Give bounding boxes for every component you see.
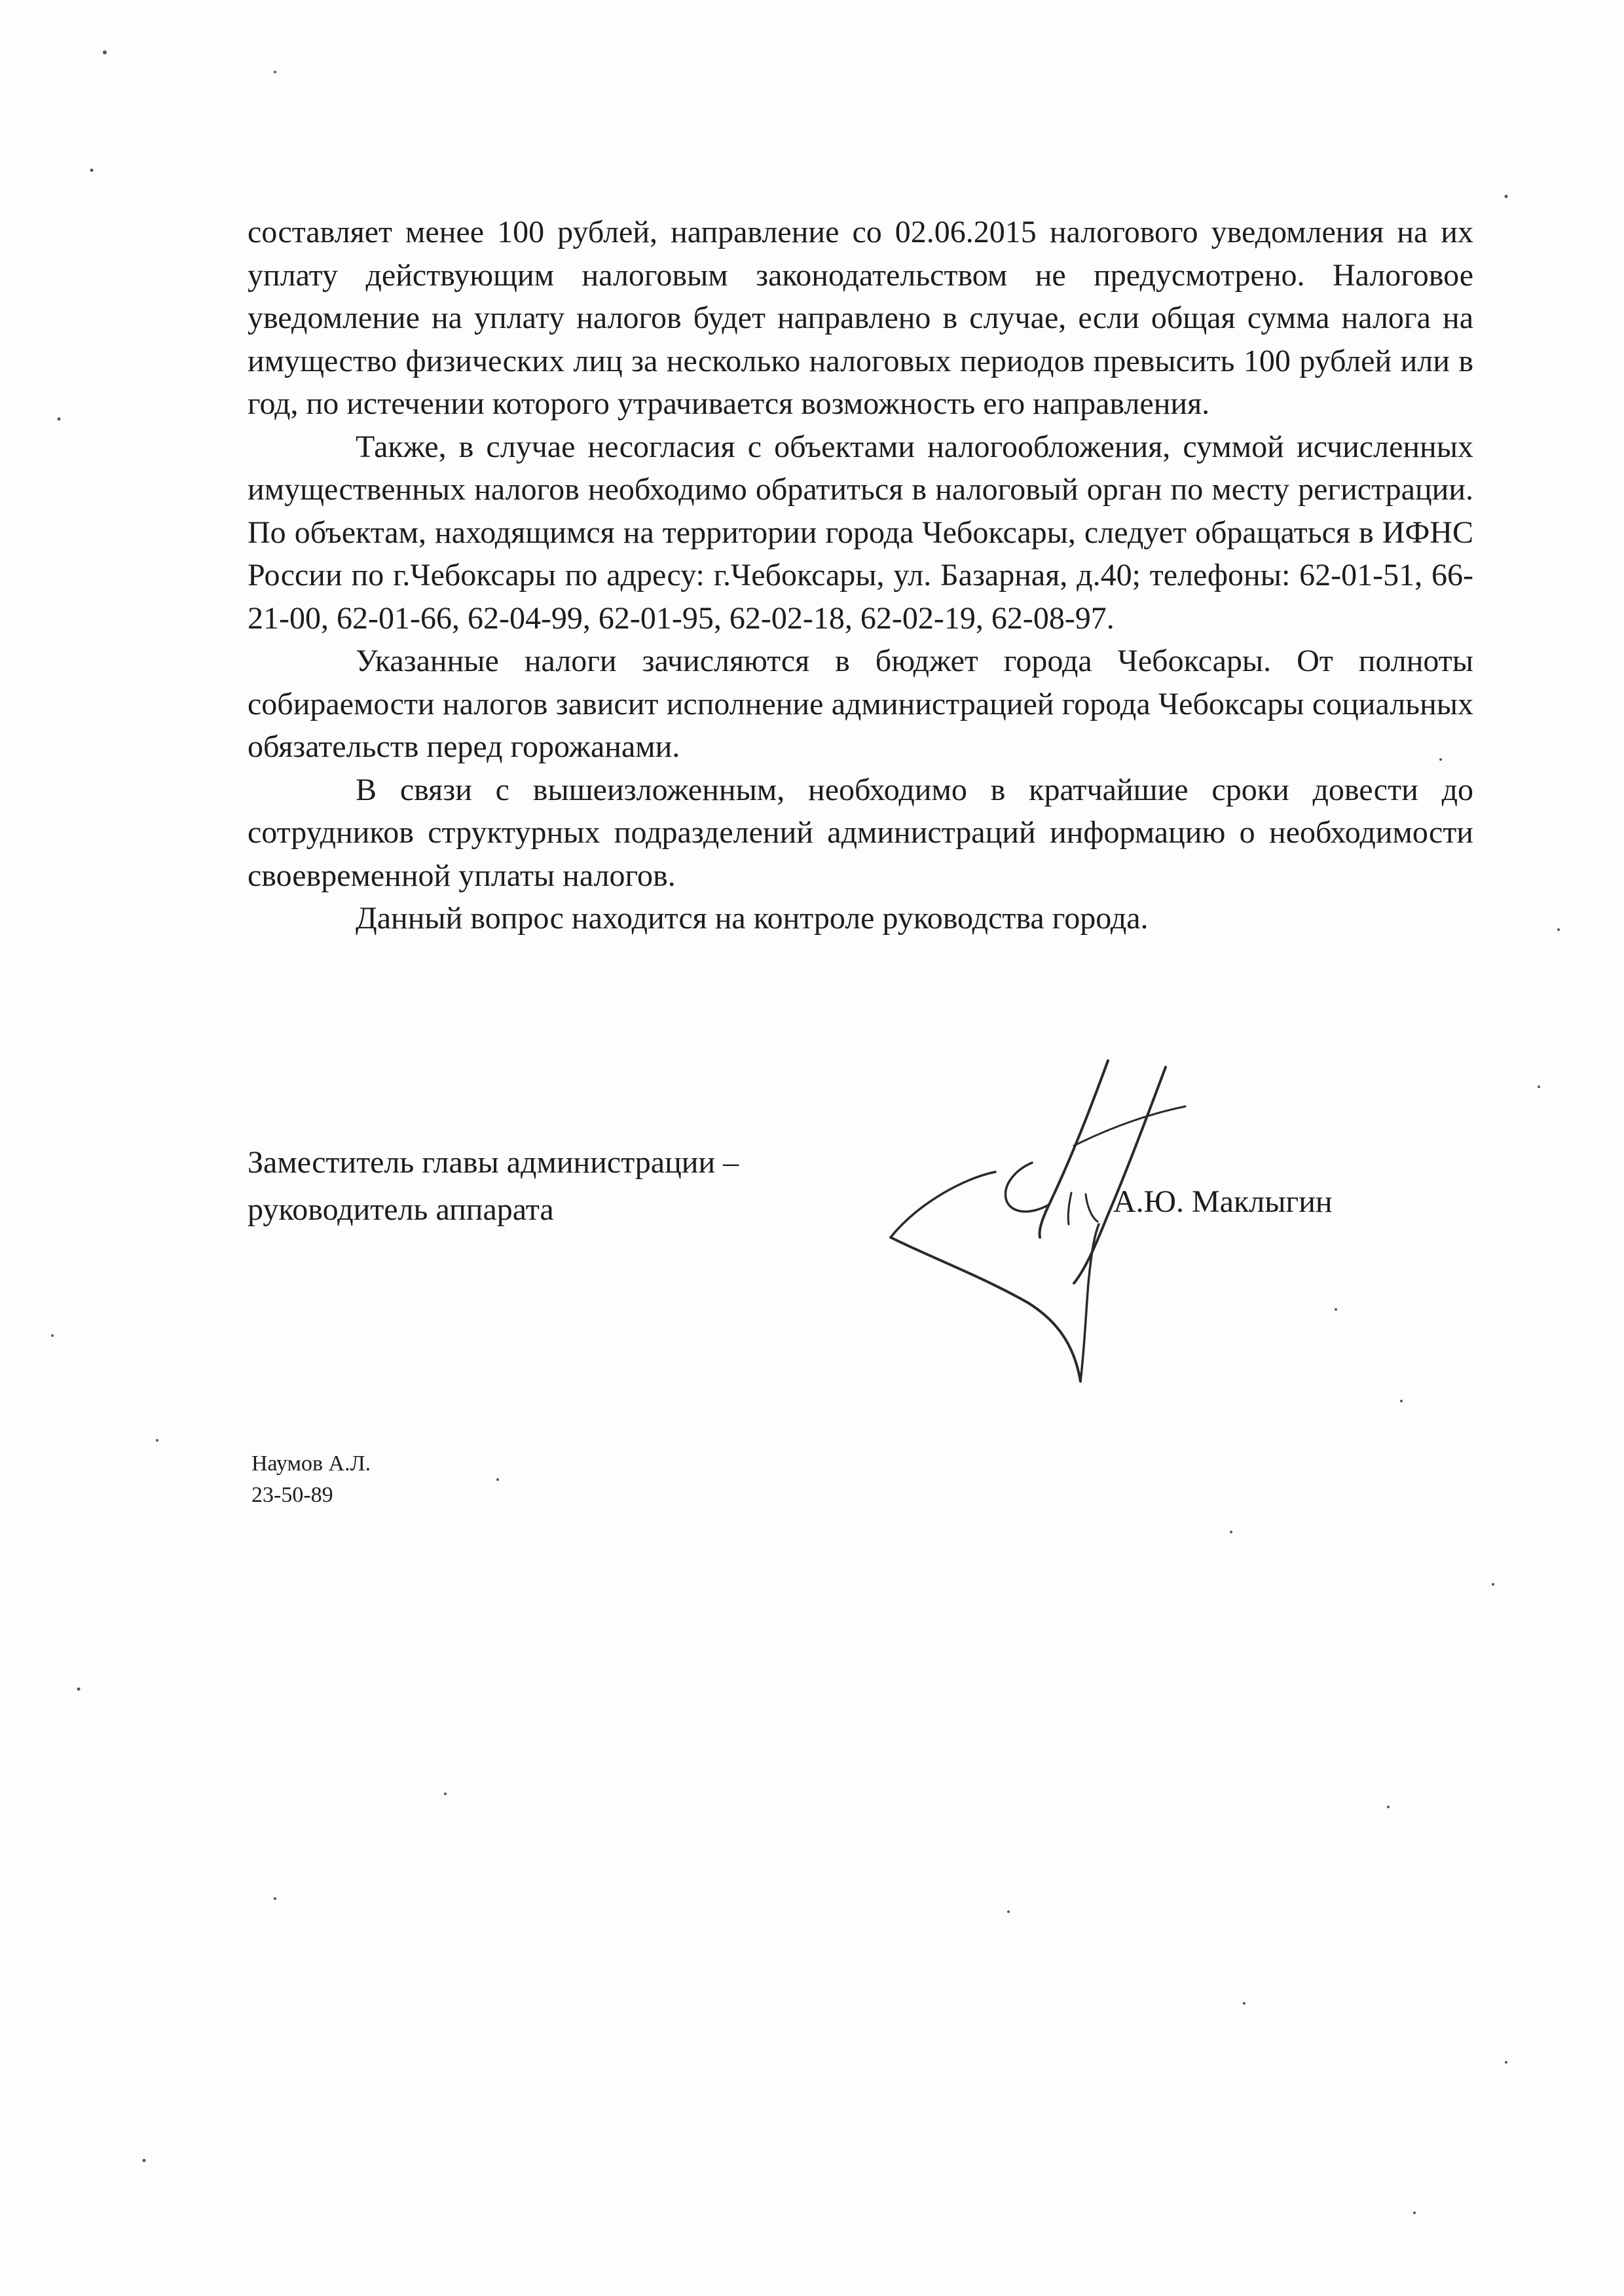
paragraph-instruction: В связи с вышеизложенным, необходимо в кратчайшие сроки довести до сотрудников структурных подразделений администраций информацию о необходимости своевременной уплаты налогов.: [248, 772, 1473, 893]
signer-position: [248, 1139, 739, 1233]
letter-body: [248, 211, 1473, 940]
paragraph-tax-objections: Также, в случае несогласия с объектами налогообложения, суммой исчисленных имущественных налогов необходимо обратиться в налоговый орган по месту регистрации. По объектам, находящимся на территории города Чебоксары, следует обращаться в ИФНС России по г.Чебоксары по адресу: г.Чебоксары, ул. Базарная, д.40; телефоны: 62-01-51, 66-21-00, 62-01-66, 62-04-99, 62-01-95, 62-02-18, 62-02-19, 62-08-97.: [248, 429, 1473, 636]
executor-info: [251, 1448, 371, 1511]
paragraph-continuation: составляет менее 100 рублей, направление со 02.06.2015 налогового уведомления на их уплату действующим налоговым законодательством не предусмотрено. Налоговое уведомление на уплату налогов будет направлено в случае, если общая сумма налога на имущество физических лиц за несколько налоговых периодов превысить 100 рублей или в год, по истечении которого утрачивается возможность его направления.: [248, 215, 1473, 421]
paragraph-budget: Указанные налоги зачисляются в бюджет города Чебоксары. От полноты собираемости налогов зависит исполнение администрацией города Чебоксары социальных обязательств перед горожанами.: [248, 644, 1473, 764]
signer-name: А.Ю. Маклыгин: [1113, 1184, 1333, 1219]
signer-position-line-2: руководитель аппарата: [248, 1192, 554, 1227]
executor-name: Наумов А.Л.: [251, 1451, 371, 1476]
executor-phone: 23-50-89: [251, 1483, 333, 1507]
paragraph-control: Данный вопрос находится на контроле руководства города.: [356, 901, 1149, 936]
signer-position-line-1: Заместитель главы администрации –: [248, 1145, 739, 1180]
